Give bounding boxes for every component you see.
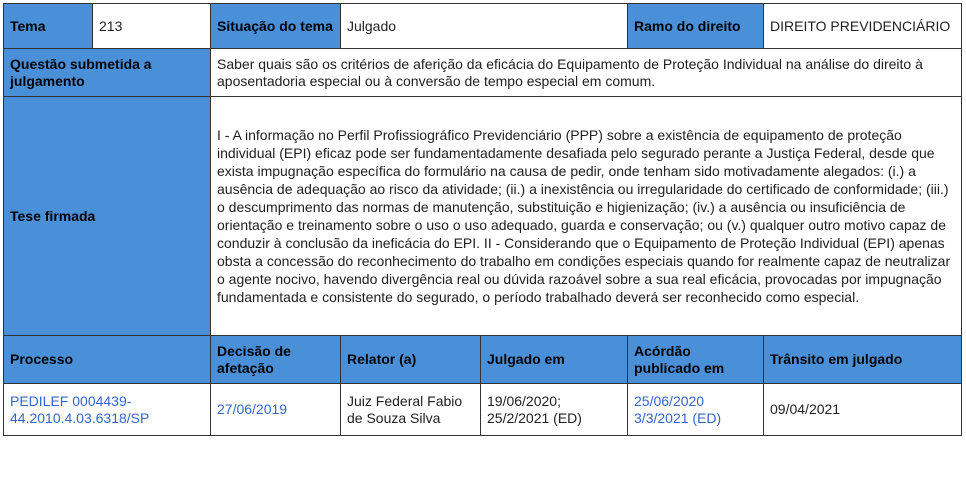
processo-line1: PEDILEF 0004439- [10,392,132,409]
header-decisao: Decisão de afetação [211,336,341,384]
julgado-cell [481,384,628,436]
row-tese [4,97,962,336]
acordao-line1: 25/06/2020 [634,392,705,409]
header-acordao: Acórdão publicado em [628,336,764,384]
acordao-cell [628,384,764,436]
julgado-line2: 25/2/2021 (ED) [487,409,582,426]
decisao-cell [211,384,341,436]
processo-link[interactable] [10,393,149,426]
questao-text: Saber quais são os critérios de aferição da eficácia do Equipamento de Proteção Individual na análise do direito à aposentadoria especial ou à conversão de tempo especial em comum. [211,49,962,97]
ramo-value: DIREITO PREVIDENCIÁRIO [764,4,962,49]
transito-value: 09/04/2021 [764,384,962,436]
row-headers [4,336,962,384]
acordao-line2: 3/3/2021 (ED) [634,409,722,426]
processo-cell [4,384,211,436]
questao-label: Questão submetida a julgamento [4,49,211,97]
tema-label: Tema [4,4,93,49]
situacao-value: Julgado [341,4,628,49]
relator-value: Juiz Federal Fabio de Souza Silva [341,384,481,436]
processo-line2: 44.2010.4.03.6318/SP [10,409,150,426]
tema-value: 213 [93,4,211,49]
tese-label: Tese firmada [4,97,211,336]
row-tema [4,4,962,49]
row-data [4,384,962,436]
tese-text: I - A informação no Perfil Profissiográfico Previdenciário (PPP) sobre a existência de equipamento de proteção individual (EPI) eficaz pode ser fundamentadamente desafiada pelo segurado perante a Justiça Federal, desde que exista impugnação específica do formulário na causa de pedir, onde tenham sido motivadamente alegados: (i.) a ausência de adequação ao risco da atividade; (ii.) a inexistência ou irregularidade do certificado de conformidade; (iii.) o descumprimento das normas de manutenção, substituição e higienização; (iv.) a ausência ou insuficiência de orientação e treinamento sobre o uso o uso adequado, guarda e conservação; ou (v.) qualquer outro motivo capaz de conduzir à conclusão da ineficácia do EPI. II - Considerando que o Equipamento de Proteção Individual (EPI) apenas obsta a concessão do reconhecimento do trabalho em condições especiais quando for realmente capaz de neutralizar o agente nocivo, havendo divergência real ou dúvida razoável sobre a sua real eficácia, provocadas por impugnação fundamentada e consistente do segurado, o período trabalhado deverá ser reconhecido como especial. [211,97,962,336]
header-processo: Processo [4,336,211,384]
decisao-link[interactable]: 27/06/2019 [217,401,288,417]
header-relator: Relator (a) [341,336,481,384]
header-transito: Trânsito em julgado [764,336,962,384]
julgado-line1: 19/06/2020; [487,392,561,409]
situacao-label: Situação do tema [211,4,341,49]
acordao-link[interactable] [634,393,721,426]
tema-table [3,3,962,436]
header-julgado: Julgado em [481,336,628,384]
row-questao [4,49,962,97]
ramo-label: Ramo do direito [628,4,764,49]
